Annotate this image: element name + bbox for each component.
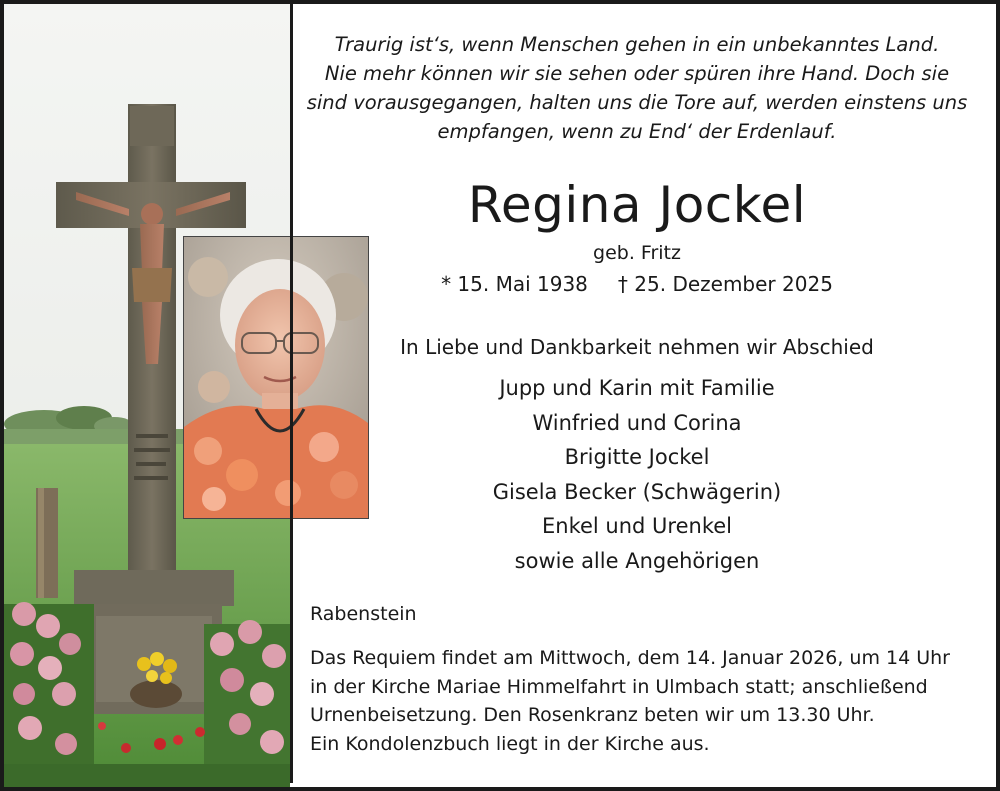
death-date: † 25. Dezember 2025 bbox=[617, 272, 833, 296]
service-details bbox=[310, 644, 990, 758]
birth-name: geb. Fritz bbox=[593, 242, 681, 264]
mourner: Jupp und Karin mit Familie bbox=[499, 376, 775, 400]
details-line: Urnenbeisetzung. Den Rosenkranz beten wir um 13.30 Uhr. bbox=[310, 704, 875, 726]
poem bbox=[300, 30, 974, 146]
mourner: Enkel und Urenkel bbox=[542, 514, 732, 538]
mourners-list bbox=[300, 371, 974, 578]
poem-line: sind vorausgegangen, halten uns die Tore auf, werden einstens uns bbox=[306, 91, 968, 114]
details-line: Ein Kondolenzbuch liegt in der Kirche aus. bbox=[310, 732, 710, 755]
details-line: in der Kirche Mariae Himmelfahrt in Ulmbach statt; anschließend bbox=[310, 675, 928, 698]
poem-line: empfangen, wenn zu End‘ der Erdenlauf. bbox=[437, 120, 837, 143]
mourner: Gisela Becker (Schwägerin) bbox=[492, 479, 782, 504]
place: Rabenstein bbox=[310, 603, 417, 625]
mourner: sowie alle Angehörigen bbox=[514, 548, 760, 573]
farewell-text: In Liebe und Dankbarkeit nehmen wir Abschied bbox=[400, 335, 874, 359]
life-dates bbox=[300, 271, 974, 297]
poem-line: Traurig ist‘s, wenn Menschen gehen in ein unbekanntes Land. bbox=[334, 33, 940, 56]
poem-line: Nie mehr können wir sie sehen oder spüren ihre Hand. Doch sie bbox=[324, 62, 950, 85]
mourner: Winfried und Corina bbox=[532, 410, 742, 435]
column-divider bbox=[290, 0, 293, 783]
deceased-name: Regina Jockel bbox=[467, 176, 807, 234]
details-line: Das Requiem findet am Mittwoch, dem 14. Januar 2026, um 14 Uhr bbox=[310, 647, 950, 669]
birth-date: * 15. Mai 1938 bbox=[441, 272, 588, 296]
mourner: Brigitte Jockel bbox=[564, 445, 710, 469]
